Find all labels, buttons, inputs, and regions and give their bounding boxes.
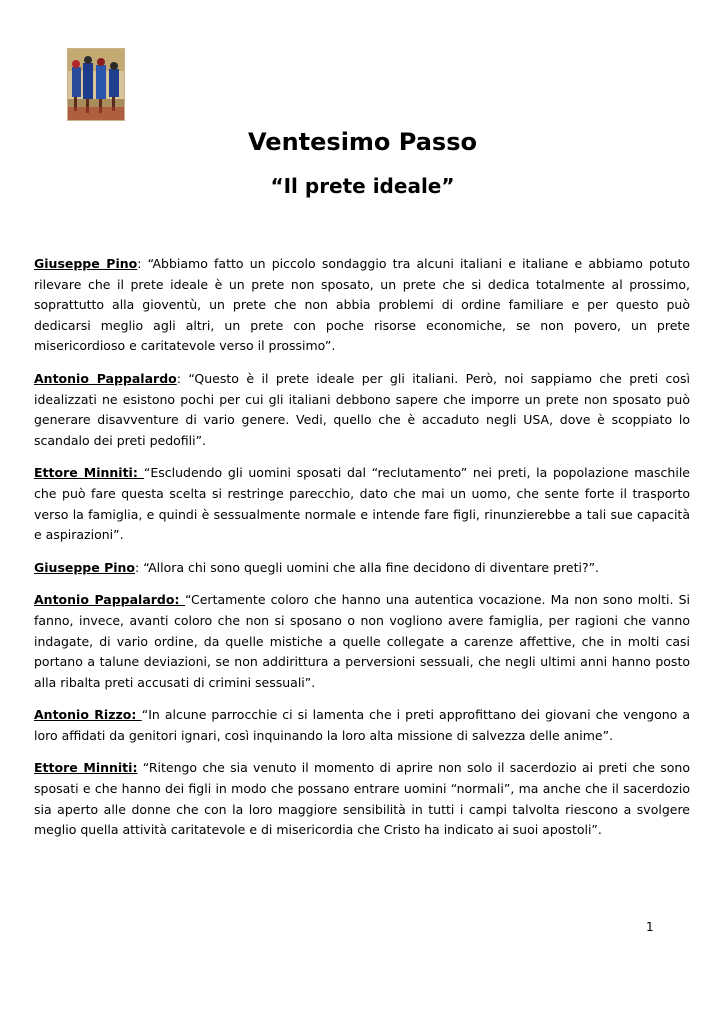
speaker-name: Ettore Minniti: — [34, 465, 144, 481]
speaker-name: Antonio Pappalardo — [34, 370, 177, 386]
dialogue-paragraph — [34, 705, 690, 746]
dialogue-paragraph — [34, 254, 690, 357]
dialogue-paragraph — [34, 369, 690, 451]
speaker-name: Antonio Rizzo: — [34, 707, 142, 723]
dialogue-text: “Escludendo gli uomini sposati dal “reclutamento” nei preti, la popolazione maschile che può fare questa scelta si restringe parecchio, dato che mai un uomo, che sente forte il trasporto verso la famiglia, e quindi è sessualmente normale e intende fare figli, rinunzierebbe a tali sue capacità e aspirazioni”. — [34, 465, 690, 543]
dialogue-text: “Allora chi sono quegli uomini che alla fine decidono di diventare preti?”. — [143, 559, 600, 575]
dialogue-body — [34, 254, 690, 853]
speaker-name: Ettore Minniti: — [34, 760, 138, 776]
dialogue-text: “Certamente coloro che hanno una autentica vocazione. Ma non sono molti. Si fanno, invece, avanti coloro che non si sposano o non vogliono avere famiglia, per ragioni che vanno indagate, di vario ordine, da quelle mistiche a quelle collegate a carenze affettive, che in molti casi portano a talune deviazioni, se non addirittura a perversioni sessuali, che negli ultimi anni hanno posto alla ribalta preti accusati di crimini sessuali”. — [34, 592, 690, 690]
page-number: 1 — [646, 920, 654, 934]
dialogue-paragraph — [34, 558, 690, 579]
speaker-separator: : — [135, 559, 144, 575]
page-title: Ventesimo Passo — [248, 128, 477, 156]
speaker-name: Giuseppe Pino — [34, 256, 138, 271]
dialogue-paragraph — [34, 463, 690, 545]
speaker-separator: : — [137, 256, 148, 271]
dialogue-paragraph — [34, 590, 690, 693]
dialogue-text: “Questo è il prete ideale per gli italiani. Però, noi sappiamo che preti così idealizzati ne esistono pochi per cui gli italiani debbono sapere che imporre un prete non sposato può generare disavventure di vario genere. Vedi, quello che è accaduto negli USA, dove è scoppiato lo scandalo dei preti pedofili”. — [34, 370, 691, 448]
musketeers-painting-icon — [67, 48, 125, 121]
dialogue-text: “Ritengo che sia venuto il momento di aprire non solo il sacerdozio ai preti che sono sposati e che hanno dei figli in modo che possano entrare uomini “normali”, ma anche che il sacerdozio sia aperto alle donne che con la loro maggiore sensibilità in tutti i campi talvolta riescono a svolgere meglio quella attività caritatevole e di misericordia che Cristo ha indicato ai suoi apostoli”. — [34, 760, 690, 838]
page-subtitle: “Il prete ideale” — [270, 174, 455, 198]
dialogue-paragraph — [34, 758, 690, 840]
dialogue-text: “Abbiamo fatto un piccolo sondaggio tra alcuni italiani e italiane e abbiamo potuto rilevare che il prete ideale è un prete non sposato, un prete che si dedica totalmente al prossimo, soprattutto alla gioventù, un prete che non abbia problemi di ordine familiare e per questo può dedicarsi meglio agli altri, un prete con poche risorse economiche, se non povero, un prete misericordioso e caritatevole verso il prossimo”. — [34, 256, 690, 354]
dialogue-text: “In alcune parrocchie ci si lamenta che i preti approfittano dei giovani che vengono a loro affidati da genitori ignari, così inquinando la loro alta missione di salvezza delle anime”. — [34, 707, 690, 743]
speaker-name: Antonio Pappalardo: — [34, 592, 185, 608]
speaker-name: Giuseppe Pino — [34, 559, 136, 575]
speaker-separator: : — [176, 370, 189, 386]
